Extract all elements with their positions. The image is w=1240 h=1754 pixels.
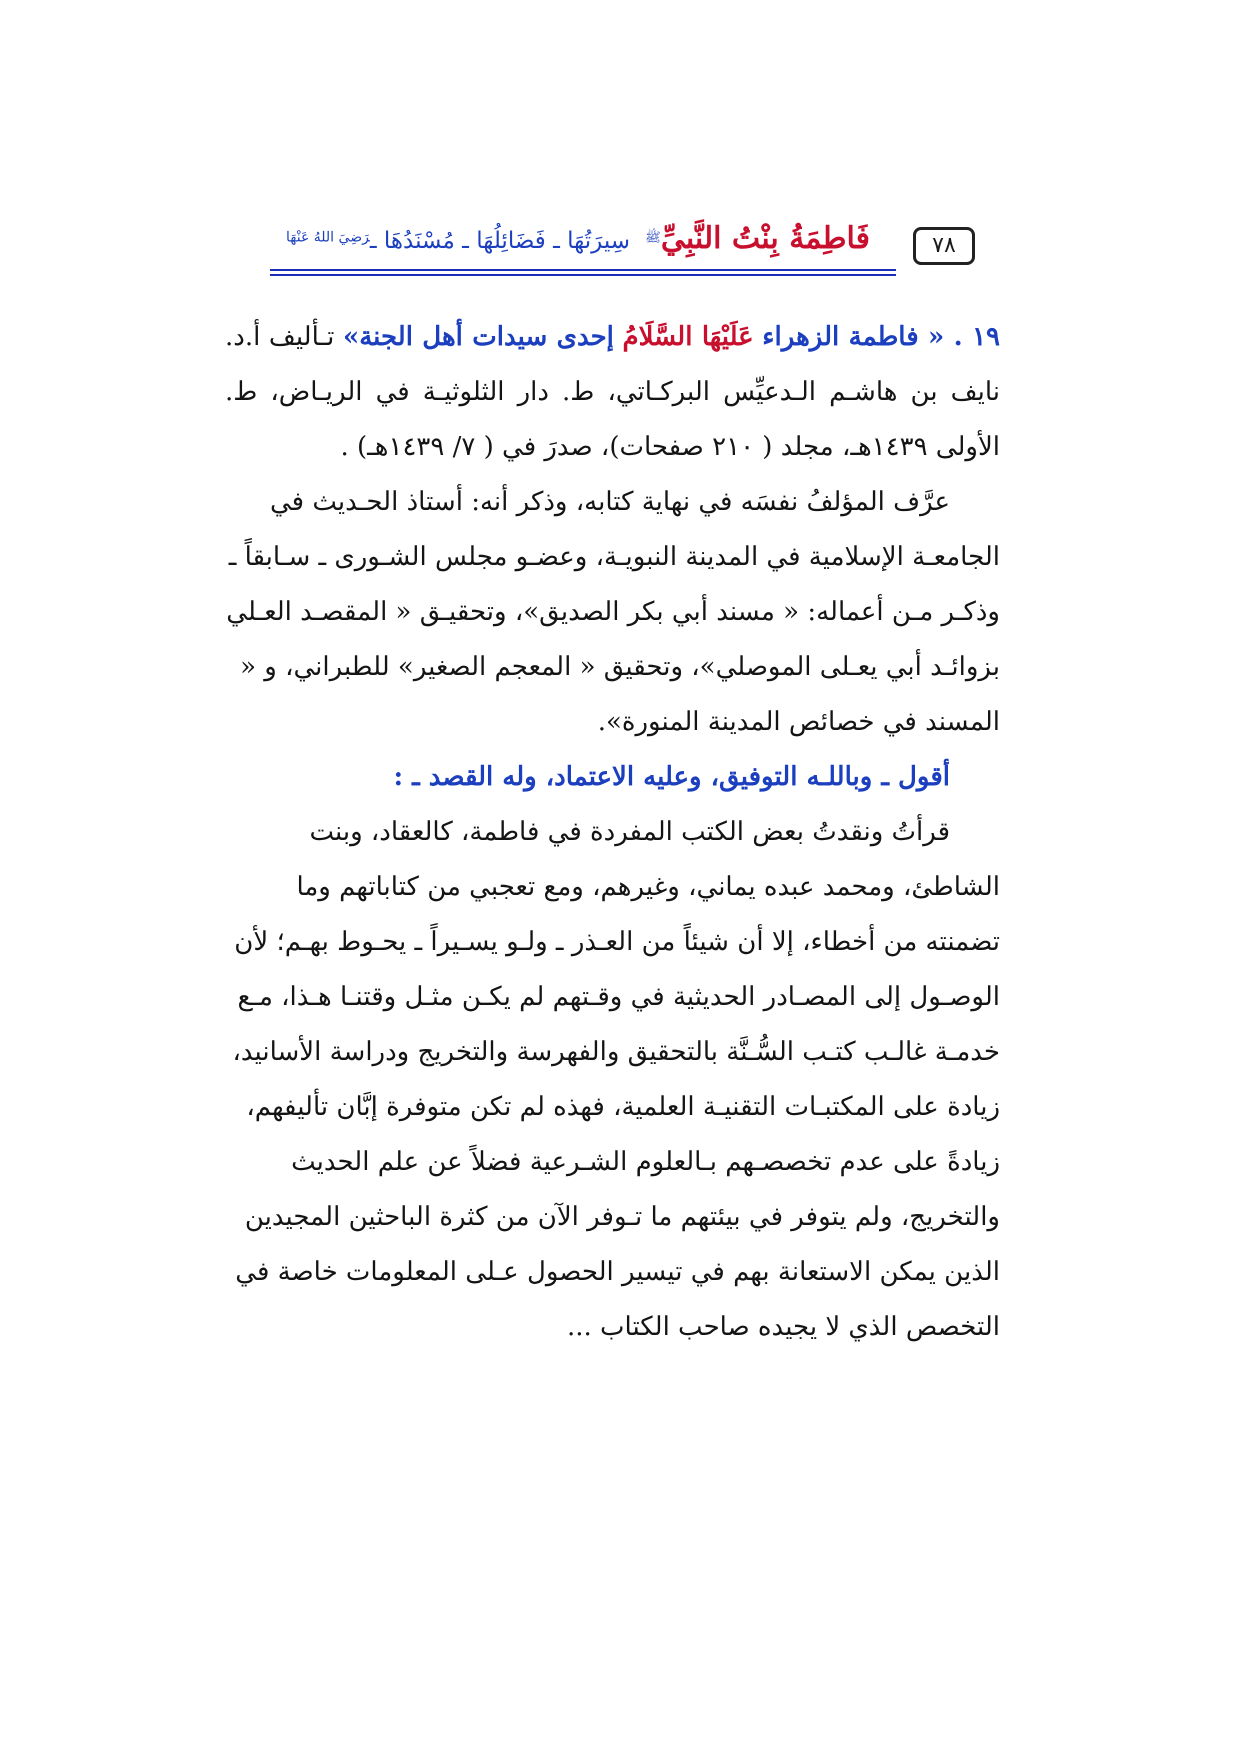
entry-volume-date: ١٤٣٩هـ، مجلد ( ٢١٠ صفحات)، صدرَ في ( ٧/ ١٤٣٩هـ) .	[340, 432, 928, 462]
page-body	[225, 310, 1000, 1355]
running-title	[270, 221, 870, 269]
entry-author-intro: تـأليف أ.د.	[225, 322, 335, 352]
author-paragraph: عرَّف المؤلفُ نفسَه في نهاية كتابه، وذكر أنه: أستاذ الحـديث في الجامعـة الإسلامية في المدينة النبويـة، وعضـو مجلس الشـورى ـ سـابقاً ـ وذكـر مـن أعماله: « مسند أبي بكر الصديق»، وتحقيـق « المقصـد العـلي بزوائـد أبي يعـلى الموصلي»، وتحقيق « المعجم الصغير» للطبراني، و « المسند في خصائص المدينة المنورة».	[226, 487, 1000, 737]
book-title: فَاطِمَةُ بِنْتُ النَّبِيِّ	[660, 221, 870, 256]
review-paragraph: قرأتُ ونقدتُ بعض الكتب المفردة في فاطمة، كالعقاد، وبنت الشاطئ، ومحمد عبده يماني، وغيرهم، ومع تعجبي من كتاباتهم وما تضمنته من أخطاء، إلا أن شيئاً من العـذر ـ ولـو يسـيراً ـ يحـوط بهـم؛ لأن الوصـول إلى المصـادر الحديثية في وقـتهم لم يكـن مثـل وقتنـا هـذا، مـع خدمـة غالـب كتـب السُّـنَّة بالتحقيق والفهرسة والتخريج ودراسة الأسانيد، زيادة على المكتبـات التقنيـة العلمية، فهذه لم تكن متوفرة إبَّان تأليفهم، زيادةً على عدم تخصصـهم بـالعلوم الشـرعية فضلاً عن علم الحديث والتخريج، ولم يتوفر في بيئتهم ما تـوفر الآن من كثرة الباحثين المجيدين الذين يمكن الاستعانة بهم في تيسير الحصول عـلى المعلومات خاصة في التخصص الذي لا يجيده صاحب الكتاب ...	[232, 817, 1000, 1342]
title-honorific: ﷺ	[645, 230, 661, 246]
entry-title-start: ١٩ . « فاطمة الزهراء	[762, 322, 1000, 352]
header-rule-lower	[270, 274, 896, 276]
entry-salutation: عَلَيْهَا السَّلَامُ	[622, 322, 754, 352]
page-header	[270, 205, 994, 285]
header-rule-upper	[270, 269, 896, 271]
entry-publication: نايف بن هاشـم الـدعيِّس البركـاتي، ط. دار الثلوثيـة في الريـاض، ط. الأولى	[225, 377, 1000, 462]
section-heading: أقول ـ وباللـه التوفيق، وعليه الاعتماد، وله القصد ـ :	[393, 762, 950, 792]
book-entry	[225, 310, 1000, 475]
entry-title-end: إحدى سيدات أهل الجنة»	[342, 322, 614, 352]
book-subtitle: سِيرَتُهَا ـ فَضَائِلُهَا ـ مُسْنَدُهَا ـ	[369, 228, 631, 254]
subtitle-honorific: رَضِيَ اللهُ عَنْهَا	[286, 229, 370, 246]
page-number: ٧٨	[913, 227, 975, 265]
